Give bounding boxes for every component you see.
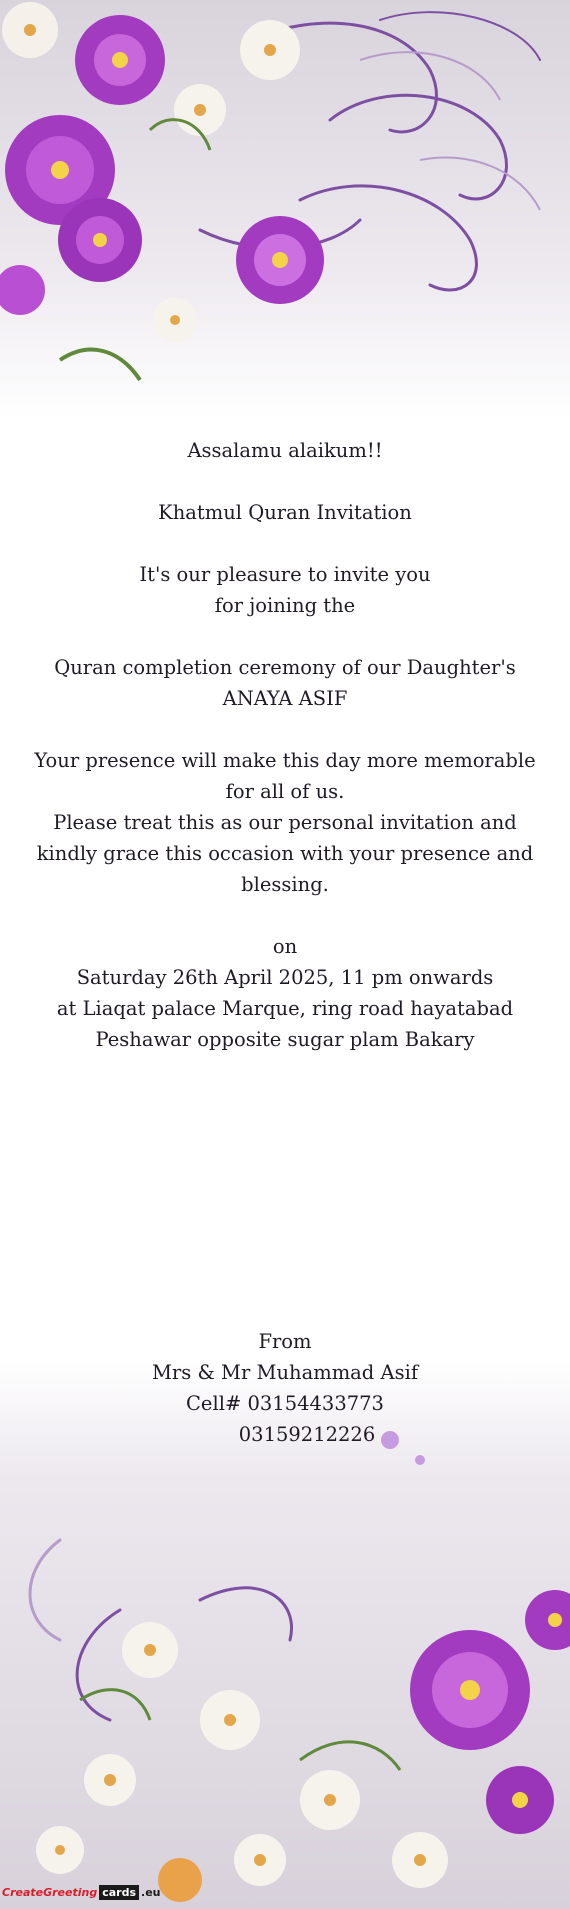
top-swirl-light <box>360 52 540 210</box>
watermark-tld: .eu <box>141 1885 161 1899</box>
createGreetingCards-watermark-link[interactable] <box>2 1879 161 1905</box>
venue-line-1: at Liaqat palace Marque, ring road hayatabad <box>56 997 514 1020</box>
sender-block <box>0 1326 570 1450</box>
invitation-title: Khatmul Quran Invitation <box>158 501 412 524</box>
invite-line-1: It's our pleasure to invite you <box>139 563 431 586</box>
daughter-name: ANAYA ASIF <box>222 687 348 710</box>
top-flower-cluster <box>0 2 324 380</box>
watermark-create: CreateGreeting <box>2 1885 98 1899</box>
venue-line-2: Peshawar opposite sugar plam Bakary <box>95 1028 475 1051</box>
presence-text: Your presence will make this day more memorable for all of us. <box>34 749 536 803</box>
invitation-text <box>0 435 570 1055</box>
watermark-cards: cards <box>99 1885 139 1900</box>
cell-line-2: 03159212226 <box>238 1423 376 1446</box>
cell-line: Cell# 03154433773 <box>186 1392 384 1415</box>
invite-line-2: for joining the <box>214 594 356 617</box>
bottom-flower-cluster <box>36 1431 570 1902</box>
greeting: Assalamu alaikum!! <box>187 439 383 462</box>
ceremony-line: Quran completion ceremony of our Daughter's <box>54 656 516 679</box>
request-text: Please treat this as our personal invitation and kindly grace this occasion with your presence and blessing. <box>36 811 534 896</box>
on-label: on <box>272 935 298 958</box>
from-label: From <box>258 1330 312 1353</box>
host-name: Mrs & Mr Muhammad Asif <box>151 1361 419 1384</box>
date-time: Saturday 26th April 2025, 11 pm onwards <box>76 966 494 989</box>
